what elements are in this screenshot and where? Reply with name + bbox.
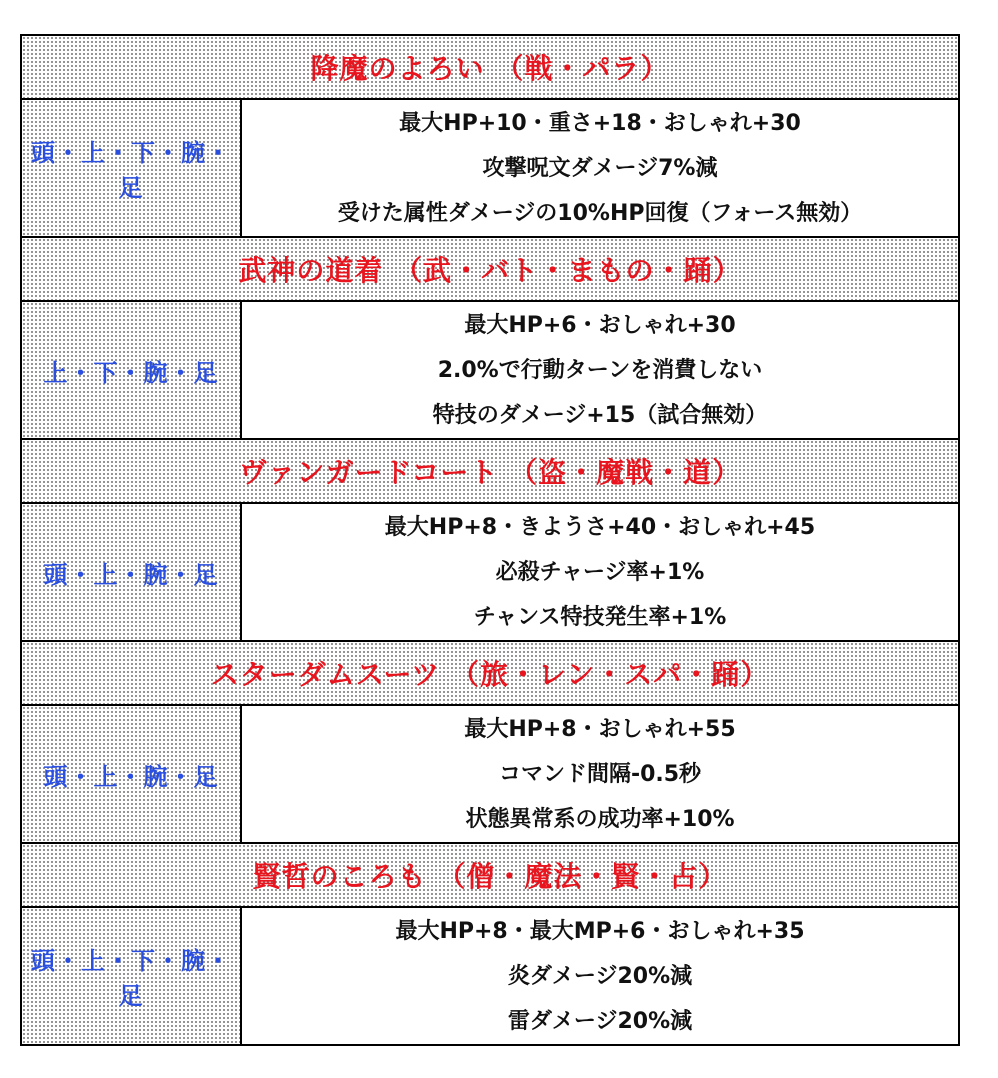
item-title-cell [21, 35, 959, 99]
item-title-cell [21, 843, 959, 907]
slots-cell [21, 301, 241, 439]
effects-cell [241, 907, 959, 1045]
effect-line: 最大HP+8・最大MP+6・おしゃれ+35 [395, 918, 805, 944]
item-title-row [21, 641, 959, 705]
slots-cell [21, 907, 241, 1045]
effect-line: 最大HP+8・きようさ+40・おしゃれ+45 [384, 514, 816, 540]
item-title-cell [21, 237, 959, 301]
effect-line: 攻撃呪文ダメージ7%減 [482, 155, 718, 181]
effects-cell [241, 99, 959, 237]
effect-line: 2.0%で行動ターンを消費しない [437, 357, 763, 383]
item-title-cell [21, 439, 959, 503]
item-title: スターダムスーツ （旅・レン・スパ・踊） [210, 658, 770, 691]
effects-cell [241, 503, 959, 641]
item-body-row [21, 907, 959, 1045]
item-slots: 上・下・腕・足 [43, 358, 219, 387]
effect-line: 最大HP+6・おしゃれ+30 [464, 312, 736, 338]
item-title-row [21, 35, 959, 99]
item-title: ヴァンガードコート （盗・魔戦・道） [238, 456, 742, 489]
effect-line: 必殺チャージ率+1% [495, 559, 705, 585]
item-slots: 頭・上・腕・足 [43, 762, 219, 791]
slots-cell [21, 503, 241, 641]
effect-line: コマンド間隔-0.5秒 [498, 761, 702, 787]
effect-line: 炎ダメージ20%減 [507, 963, 693, 989]
effect-line: 受けた属性ダメージの10%HP回復（フォース無効） [337, 200, 863, 226]
item-title-row [21, 439, 959, 503]
item-title: 降魔のよろい （戦・パラ） [310, 52, 670, 85]
effect-line: 特技のダメージ+15（試合無効） [432, 402, 768, 428]
slots-cell [21, 705, 241, 843]
item-slots: 頭・上・下・腕・足 [31, 947, 231, 1010]
item-title: 賢哲のころも （僧・魔法・賢・占） [252, 860, 728, 893]
item-body-row [21, 301, 959, 439]
item-slots: 頭・上・腕・足 [43, 560, 219, 589]
effect-line: 最大HP+8・おしゃれ+55 [464, 716, 736, 742]
effects-cell [241, 705, 959, 843]
item-title-row [21, 843, 959, 907]
item-body-row [21, 705, 959, 843]
effect-line: 状態異常系の成功率+10% [465, 806, 735, 832]
item-slots: 頭・上・下・腕・足 [31, 139, 231, 202]
slots-cell [21, 99, 241, 237]
item-title-cell [21, 641, 959, 705]
item-body-row [21, 503, 959, 641]
item-body-row [21, 99, 959, 237]
equipment-table [20, 34, 960, 1046]
item-title: 武神の道着 （武・バト・まもの・踊） [238, 254, 742, 287]
equipment-table-container [20, 34, 958, 1046]
effect-line: 雷ダメージ20%減 [507, 1008, 693, 1034]
item-title-row [21, 237, 959, 301]
effects-cell [241, 301, 959, 439]
effect-line: 最大HP+10・重さ+18・おしゃれ+30 [399, 110, 801, 136]
effect-line: チャンス特技発生率+1% [473, 604, 727, 630]
